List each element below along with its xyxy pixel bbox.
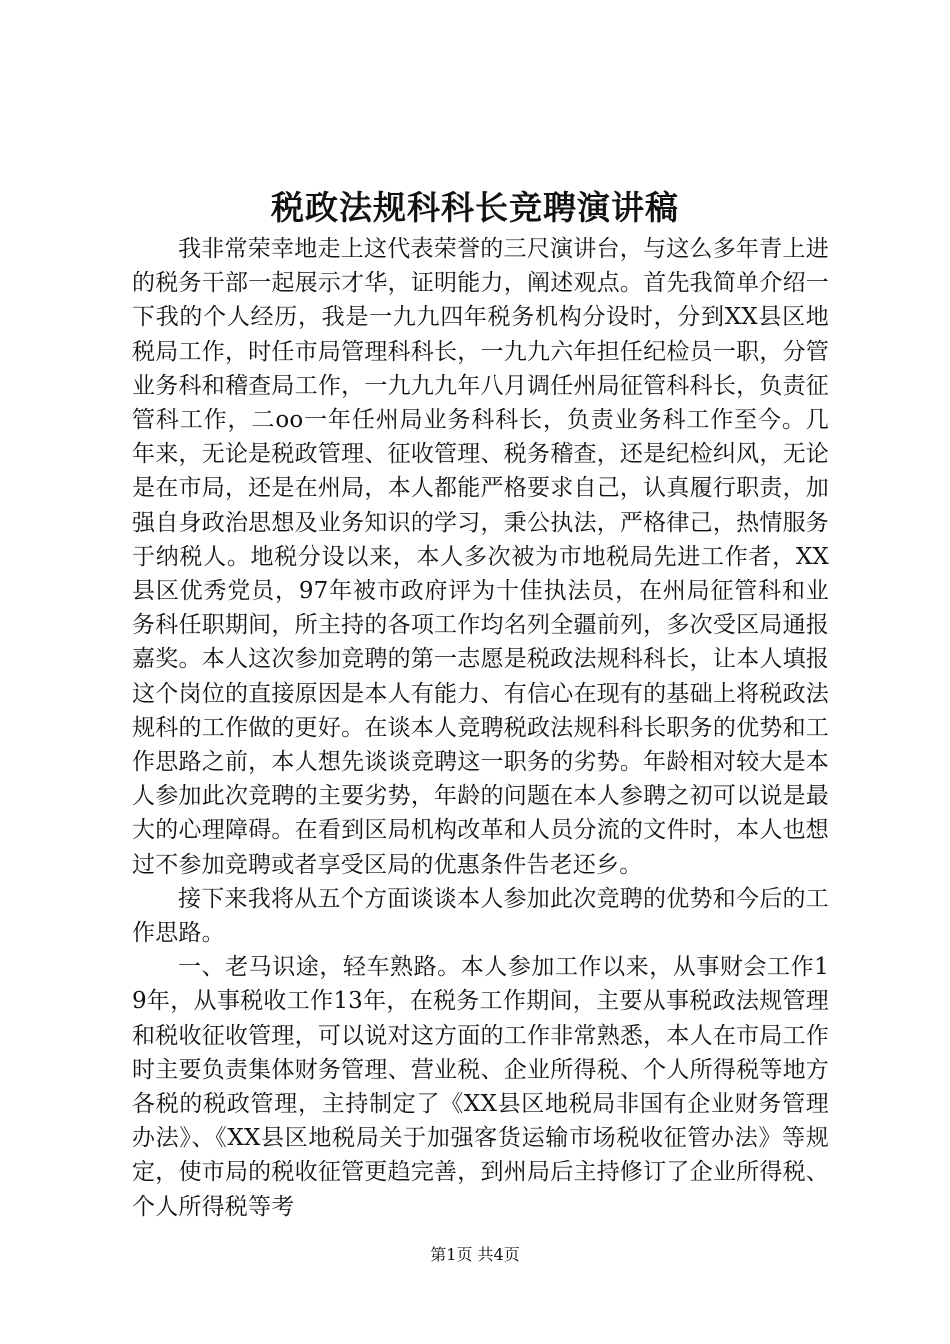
paragraph-point-one: 一、老马识途，轻车熟路。本人参加工作以来，从事财会工作19年，从事税收工作13年，在税务工作期间，主要从事税政法规管理和税收征收管理，可以说对这方面的工作非常熟悉，本人在市局工作时主要负责集体财务管理、营业税、企业所得税、个人所得税等地方各税的税政管理，主持制定了《XX县区地税局非国有企业财务管理办法》、《XX县区地税局关于加强客货运输市场税收征管办法》等规定，使市局的税收征管更趋完善，到州局后主持修订了企业所得税、个人所得税等考 (132, 954, 829, 1220)
paragraph-intro: 我非常荣幸地走上这代表荣誉的三尺演讲台，与这么多年青上进的税务干部一起展示才华，证明能力，阐述观点。首先我简单介绍一下我的个人经历，我是一九九四年税务机构分设时，分到XX县区地税局工作，时任市局管理科科长，一九九六年担任纪检员一职，分管业务科和稽查局工作，一九九九年八月调任州局征管科科长，负责征管科工作，二oo一年任州局业务科科长，负责业务科工作至今。几年来，无论是税政管理、征收管理、税务稽查，还是纪检纠风，无论是在市局，还是在州局，本人都能严格要求自己，认真履行职责，加强自身政治思想及业务知识的学习，秉公执法，严格律己，热情服务于纳税人。地税分设以来，本人多次被为市地税局先进工作者，XX县区优秀党员，97年被市政府评为十佳执法员，在州局征管科和业务科任职期间，所主持的各项工作均名列全疆前列，多次受区局通报嘉奖。本人这次参加竞聘的第一志愿是税政法规科科长，让本人填报这个岗位的直接原因是本人有能力、有信心在现有的基础上将税政法规科的工作做的更好。在谈本人竞聘税政法规科科长职务的优势和工作思路之前，本人想先谈谈竞聘这一职务的劣势。年龄相对较大是本人参加此次竞聘的主要劣势，年龄的问题在本人参聘之初可以说是最大的心理障碍。在看到区局机构改革和人员分流的文件时，本人也想过不参加竞聘或者享受区局的优惠条件告老还乡。 (132, 236, 829, 878)
paragraph-transition: 接下来我将从五个方面谈谈本人参加此次竞聘的优势和今后的工作思路。 (132, 885, 829, 947)
document-title: 税政法规科科长竞聘演讲稿 (271, 188, 679, 227)
document-body (132, 232, 829, 1224)
page-number-footer: 第1页 共4页 (430, 1245, 520, 1264)
